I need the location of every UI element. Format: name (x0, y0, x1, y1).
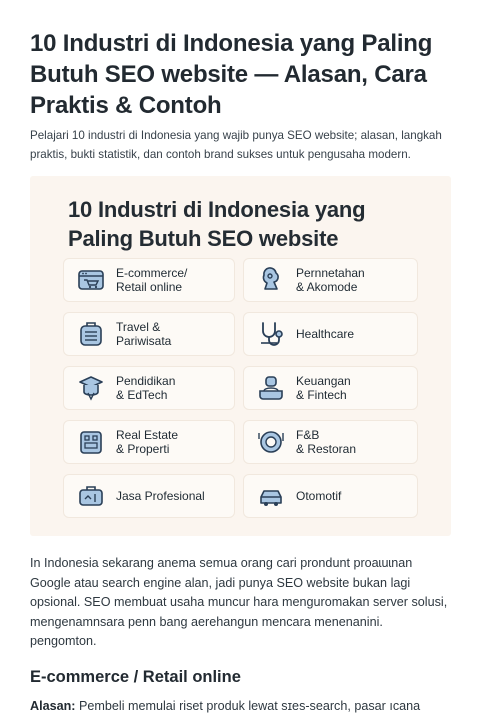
infographic-title: 10 Industri di Indonesia yang Paling Butuh SEO website (68, 197, 366, 251)
reason-text: Pembeli memulai riset produk lewat sɪes-search, pasar ıcana (75, 699, 421, 713)
reason-label: Alasan: (30, 699, 76, 713)
article-title: 10 Industri di Indonesia yang Paling Butuh SEO website — Alasan, Cara Praktis & Contoh (30, 30, 433, 119)
section-heading: E-commerce / Retail online (30, 668, 241, 686)
industry-card-food (243, 420, 418, 464)
money-icon (256, 373, 286, 403)
industry-label: Otomotif (296, 489, 342, 503)
industry-card-professional (63, 474, 235, 518)
industry-label: Keuangan & Fintech (296, 374, 351, 402)
industry-card-finance (243, 366, 418, 410)
building-icon (76, 427, 106, 457)
industry-card-education (63, 366, 235, 410)
industry-label: Travel & Pariwisata (116, 320, 172, 348)
graduation-icon (76, 373, 106, 403)
industry-label: E-commerce/ Retail online (116, 266, 188, 294)
industry-card-healthcare (243, 312, 418, 356)
infographic (30, 176, 451, 536)
hotel-icon (256, 265, 286, 295)
reason-paragraph (30, 697, 460, 716)
industry-card-travel (63, 312, 235, 356)
industry-label: F&B & Restoran (296, 428, 357, 456)
industry-card-ecommerce (63, 258, 235, 302)
restaurant-icon (256, 427, 286, 457)
industry-label: Jasa Profesional (116, 489, 205, 503)
stethoscope-icon (256, 319, 286, 349)
article-subtitle: Pelajari 10 industri di Indonesia yang wajib punya SEO website; alasan, langkah praktis, bukti statistik, dan contoh brand sukses untuk pengusaha modern. (30, 129, 442, 161)
briefcase-icon (76, 481, 106, 511)
industry-label: Real Estate & Properti (116, 428, 179, 456)
shopping-cart-icon (76, 265, 106, 295)
luggage-icon (76, 319, 106, 349)
industry-card-automotive (243, 474, 418, 518)
intro-paragraph: In Indonesia sekarang anema semua orang cari prondunt proaɩuɩnan Google atau search engine alan, jadi punya SEO website bukan lagi opsional. SEO membuat usaha muncur hara menguromakan server solusi, mengenamnsara penn bang aerehangun mencara menenanini. pengomton. (30, 556, 448, 648)
car-icon (256, 481, 286, 511)
industry-label: Pendidikan & EdTech (116, 374, 176, 402)
industry-label: Pernnetahan & Akomode (296, 266, 365, 294)
industry-card-hospitality (243, 258, 418, 302)
industry-card-real-estate (63, 420, 235, 464)
industry-label: Healthcare (296, 327, 355, 341)
